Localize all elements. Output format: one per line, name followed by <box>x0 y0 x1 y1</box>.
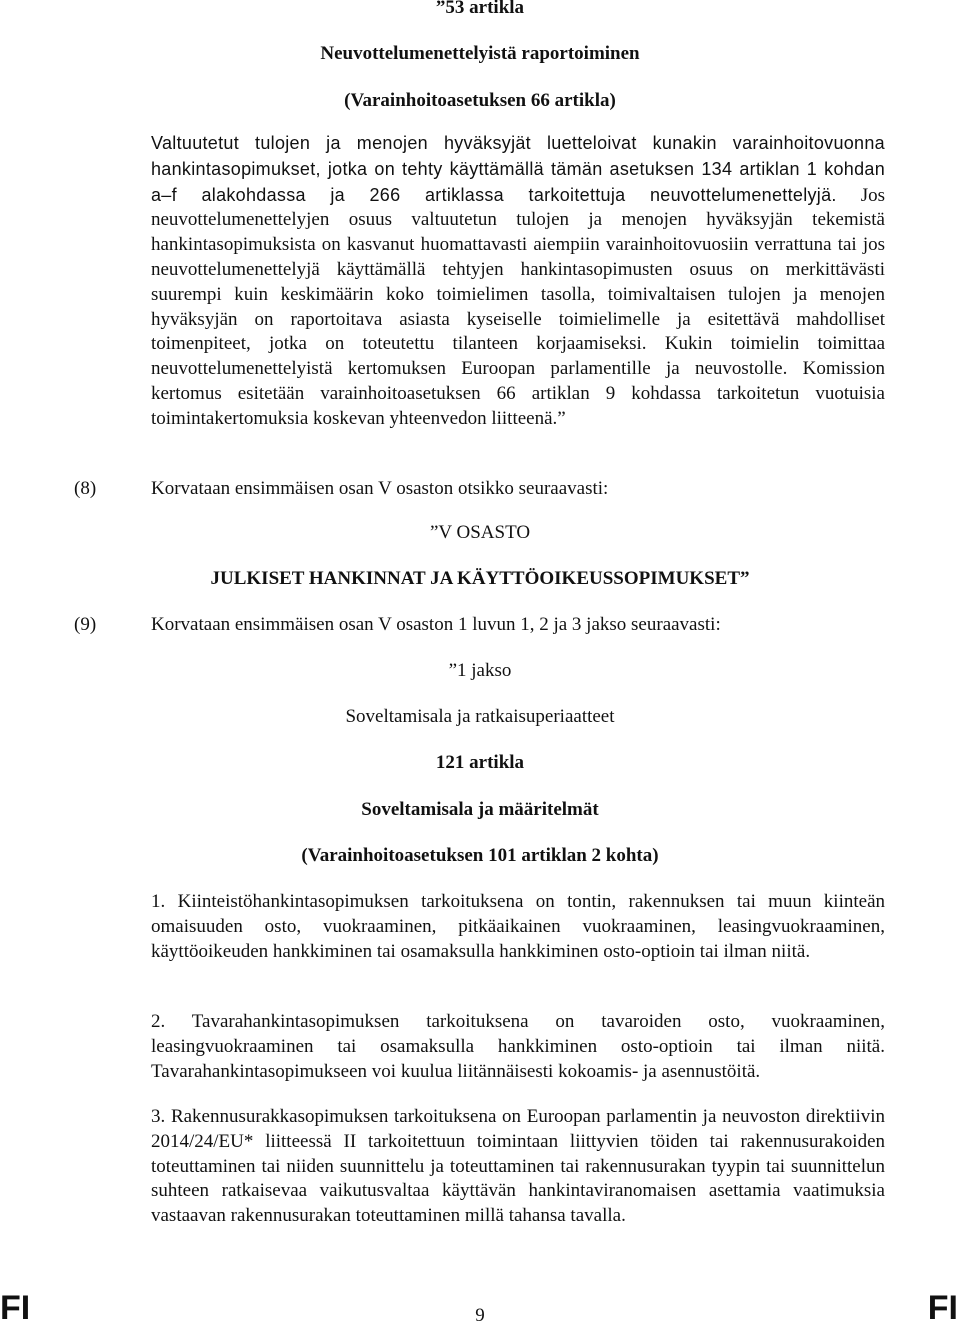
section-title: Soveltamisala ja ratkaisuperiaatteet <box>345 706 615 727</box>
paragraph-text: Tavarahankintasopimuksen tarkoituksena on tavaroiden osto, vuokraaminen, leasingvuokraaminen tai osamaksulla hankkiminen osto-optioin tai ilman niitä. Tavarahankintasopimukseen voi kuulua liitännäisesti kokoamis- ja asennustöitä. <box>151 1011 885 1082</box>
amendment-item-9 <box>74 614 894 636</box>
item-number: (9) <box>74 614 97 635</box>
item-number: (8) <box>74 478 97 499</box>
page-number: 9 <box>475 1305 485 1326</box>
paragraph-2 <box>151 1010 885 1084</box>
footer-language-code-right: FI <box>927 1289 958 1327</box>
article-121-heading: 121 artikla <box>435 752 525 773</box>
footer-language-code-left: FI <box>0 1289 31 1327</box>
section-heading: ”1 jakso <box>448 660 512 681</box>
article-53-paragraph <box>151 131 885 432</box>
article-53-text-part1: Valtuutetut tulojen ja menojen hyväksyjät luetteloivat kunakin varainhoitovuonna hankintasopimukset, jotka on tehty käyttämällä tämän asetuksen 134 artiklan 1 kohdan a–f alakohdassa ja 266 artiklassa tarkoitettuja neuvottelumenettelyjä. <box>151 133 885 205</box>
item-text: Korvataan ensimmäisen osan V osaston otsikko seuraavasti: <box>151 478 609 499</box>
paragraph-text: Kiinteistöhankintasopimuksen tarkoituksena on tontin, rakennuksen tai muun kiinteän omaisuuden osto, vuokraaminen, pitkäaikainen vuokraaminen, leasingvuokraaminen, käyttöoikeuden hankkiminen tai osamaksulla hankkiminen osto-optioin tai ilman niitä. <box>151 891 885 962</box>
article-53-text-part2: Jos neuvottelumenettelyjen osuus valtuutetun tulojen ja menojen hyväksyjän tekemistä hankintasopimuksista on kasvanut huomattavasti aiempiin varainhoitovuosiin verrattuna tai jos neuvottelumenettelyjä käyttämällä tehtyjen hankintasopimusten osuus on merkittävästi suurempi kuin keskimäärin koko toimielimen tasolla, toimivaltaisen tulojen ja menojen hyväksyjän on raportoitava asiasta kyseiselle toimielimelle ja esitettävä mahdolliset toimenpiteet, jotka on toteutettu tilanteen korjaamiseksi. <box>151 184 885 355</box>
paragraph-number: 2. <box>151 1011 166 1032</box>
title-v-heading: ”V OSASTO <box>429 522 531 543</box>
amendment-item-8 <box>74 478 894 500</box>
title-v-name: JULKISET HANKINNAT JA KÄYTTÖOIKEUSSOPIMUKSET” <box>210 568 750 589</box>
article-title: Neuvottelumenettelyistä raportoiminen <box>320 43 640 64</box>
paragraph-number: 3. <box>151 1106 166 1127</box>
paragraph-text: Rakennusurakkasopimuksen tarkoituksena on Euroopan parlamentin ja neuvoston direktiivin 2014/24/EU* liitteessä II tarkoitettuun toimintaan liittyvien töiden tai rakennusurakoiden toteuttaminen tai niiden suunnittelu ja toteuttaminen tai rakennusurakan tyypin tai suunnittelun suhteen ratkaisevaa vaikutusvaltaa käyttävän hankintaviranomaisen asettamia vaatimuksia vastaavan rakennusurakan toteuttaminen millä tahansa tavalla. <box>151 1106 886 1227</box>
article-subtitle: (Varainhoitoasetuksen 66 artikla) <box>344 90 616 111</box>
paragraph-number: 1. <box>151 891 166 912</box>
item-text: Korvataan ensimmäisen osan V osaston 1 luvun 1, 2 ja 3 jakso seuraavasti: <box>151 614 721 635</box>
article-heading: ”53 artikla <box>435 0 525 18</box>
article-121-subtitle: (Varainhoitoasetuksen 101 artiklan 2 kohta) <box>301 845 659 866</box>
article-53-text-part3: Kukin toimielin toimittaa neuvottelumenettelyistä kertomuksen Euroopan parlamentille ja neuvostolle. Komission kertomus esitetään varainhoitoasetuksen 66 artiklan 9 kohdassa tarkoitetun vuotuisia toimintakertomuksia koskevan yhteenvedon liitteenä.” <box>151 333 886 429</box>
article-121-title: Soveltamisala ja määritelmät <box>361 799 599 820</box>
paragraph-1 <box>151 890 885 964</box>
paragraph-3 <box>151 1105 885 1229</box>
